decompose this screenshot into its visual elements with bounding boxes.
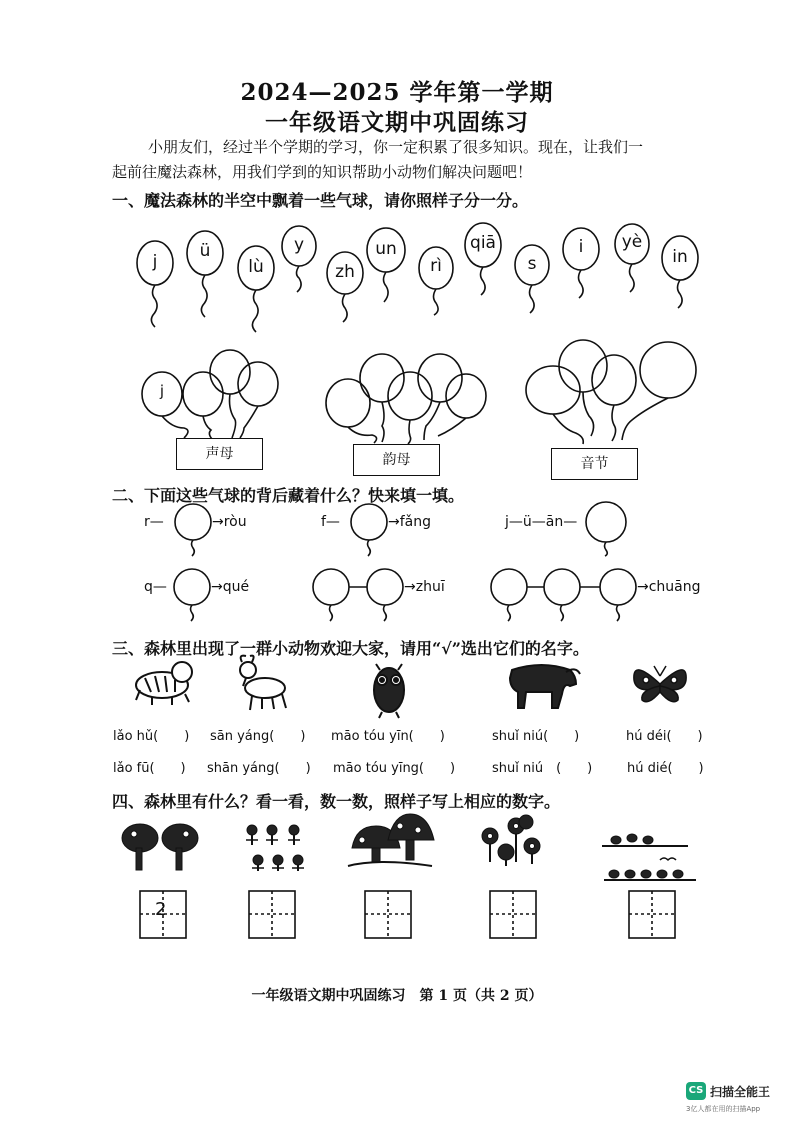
scanner-app-tagline: 3亿人都在用的扫描App [686,1105,761,1113]
balloon-label-4: y [293,235,305,255]
q3-option-owl-2[interactable]: māo tóu yīng( ) [333,761,456,776]
tiger-icon [136,662,192,705]
bird-icon [602,834,696,880]
page-title-line2: 一年级语文期中巩固练习 [265,109,529,136]
q2-item4-right: →qué [211,579,250,595]
balloon-label-8: qiā [470,233,496,253]
owl-icon [374,664,404,718]
group-box-shengmu: 声母 [176,438,263,470]
q2-item2-right: →fǎng [388,514,431,530]
q3-option-goat-2[interactable]: shān yáng( ) [207,761,311,776]
q3-option-tiger-2[interactable]: lǎo fū( ) [113,761,186,776]
balloon-label-3: lù [248,257,264,277]
q4-heading: 四、森林里有什么？看一看，数一数，照样子写上相应的数字。 [112,792,561,811]
balloon-label-2: ü [199,241,211,261]
balloon-label-12: in [672,247,688,267]
group-box-yunmu: 韵母 [353,444,440,476]
group-box-yinjie: 音节 [551,448,638,480]
buffalo-icon [510,665,580,708]
balloon-label-6: un [375,239,397,259]
balloon-label-11: yè [621,232,643,252]
q2-item3-left: j—ü—ān— [505,514,578,530]
q3-option-butterfly-1[interactable]: hú déi( ) [626,729,703,744]
ant-icon [246,825,304,871]
balloon-label-7: rì [430,256,442,276]
q3-option-owl-1[interactable]: māo tóu yīn( ) [331,729,445,744]
balloon-label-10: i [578,237,584,257]
balloon-label-9: s [527,254,537,274]
q2-heading: 二、下面这些气球的背后藏着什么？快来填一填。 [112,486,465,505]
page-title-line1: 2024—2025 学年第一学期 [240,79,554,106]
q3-option-tiger-1[interactable]: lǎo hǔ( ) [113,729,190,744]
balloon-label-1: j [152,252,158,272]
q2-item2-left: f— [321,514,340,530]
q1-heading: 一、魔法森林的半空中飘着一些气球，请你照样子分一分。 [112,191,529,210]
butterfly-icon [634,666,686,702]
q2-item6-right: →chuāng [637,579,701,595]
goat-icon [240,656,286,710]
q2-item4-left: q— [144,579,167,595]
page-footer: 一年级语文期中巩固练习 第 1 页（共 2 页） [251,988,543,1004]
scanner-app-name: 扫描全能王 [710,1085,771,1099]
q3-option-goat-1[interactable]: sān yáng( ) [210,729,306,744]
mushroom-icon [348,814,434,866]
flower-icon [482,815,540,866]
q4-boxes [140,891,675,938]
tree-icon [122,824,198,870]
q3-option-butterfly-2[interactable]: hú dié( ) [627,761,704,776]
q3-option-buffalo-1[interactable]: shuǐ niú( ) [492,729,580,744]
group-yunmu-balloons [326,354,486,444]
q3-heading: 三、森林里出现了一群小动物欢迎大家，请用“√”选出它们的名字。 [112,639,589,658]
q2-item1-left: r— [144,514,164,530]
q4-example-answer: 2 [155,899,167,920]
intro-line1: 小朋友们，经过半个学期的学习，你一定积累了很多知识。现在，让我们一 [148,138,644,156]
group-yinjie-balloons [526,340,696,444]
balloon-label-5: zh [335,262,355,282]
intro-line2: 起前往魔法森林，用我们学到的知识帮助小动物们解决问题吧！ [112,163,533,181]
q3-option-buffalo-2[interactable]: shuǐ niú ( ) [492,761,593,776]
q2-item1-right: →ròu [212,514,247,530]
q2-item5-right: →zhuī [404,579,445,595]
scanner-logo: CS [686,1082,706,1100]
example-balloon-label: j [159,382,165,400]
